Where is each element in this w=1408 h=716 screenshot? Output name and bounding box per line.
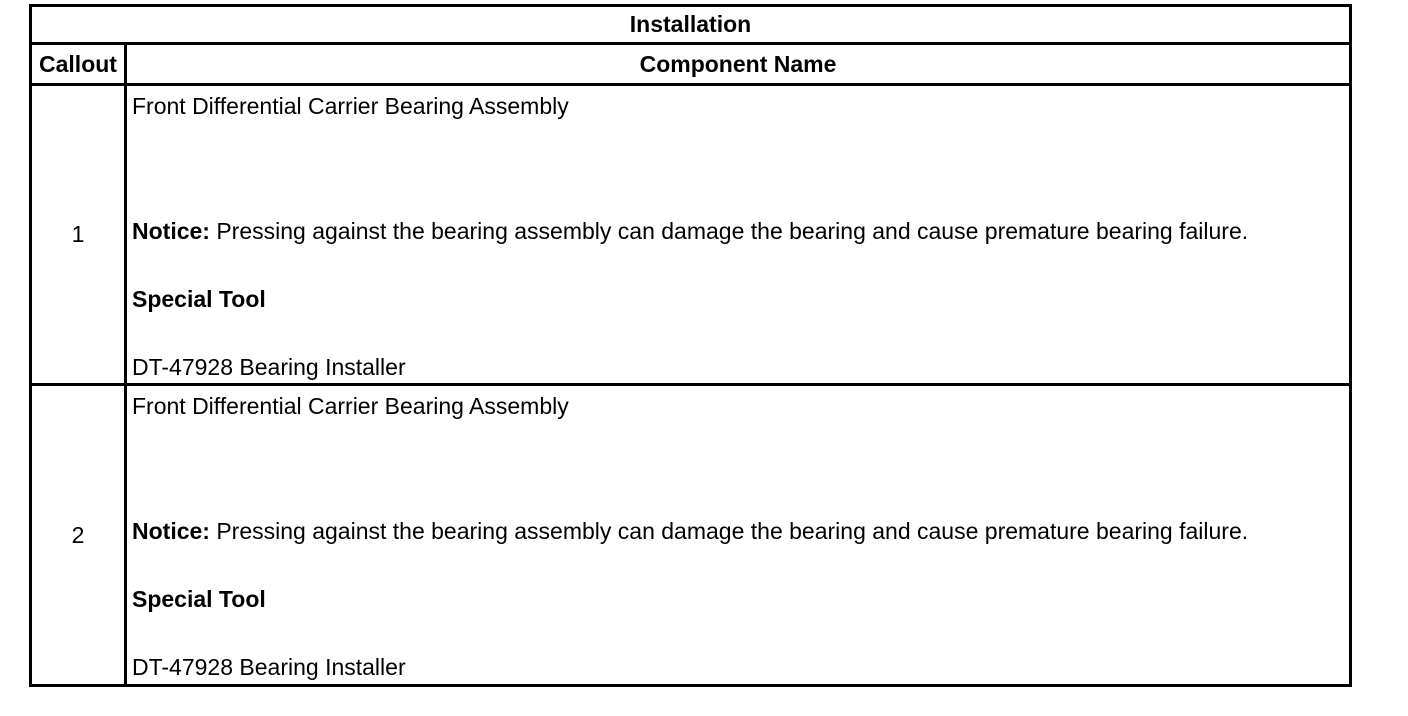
notice-label: Notice: xyxy=(132,518,210,544)
notice-label: Notice: xyxy=(132,218,210,244)
notice-text: Pressing against the bearing assembly can damage the bearing and cause premature bearing failure. xyxy=(209,218,1249,244)
notice xyxy=(132,218,1248,245)
table-row xyxy=(32,86,1349,386)
component-name: Front Differential Carrier Bearing Assembly xyxy=(132,93,569,119)
table-title: Installation xyxy=(32,7,1349,45)
header-callout: Callout xyxy=(32,45,127,83)
header-component-name: Component Name xyxy=(639,50,837,77)
table-header-row xyxy=(32,45,1349,86)
special-tool-heading: Special Tool xyxy=(132,586,266,612)
special-tool-name: DT-47928 Bearing Installer xyxy=(132,654,406,680)
component-cell xyxy=(127,86,1349,383)
special-tool-name: DT-47928 Bearing Installer xyxy=(132,354,406,380)
component-name: Front Differential Carrier Bearing Assembly xyxy=(132,393,569,419)
callout-number: 1 xyxy=(32,86,127,383)
component-cell xyxy=(127,386,1349,684)
notice xyxy=(132,518,1248,545)
special-tool-heading: Special Tool xyxy=(132,286,266,312)
notice-text: Pressing against the bearing assembly can damage the bearing and cause premature bearing failure. xyxy=(209,518,1249,544)
table-row xyxy=(32,386,1349,684)
installation-table xyxy=(29,4,1352,687)
callout-number: 2 xyxy=(32,386,127,684)
